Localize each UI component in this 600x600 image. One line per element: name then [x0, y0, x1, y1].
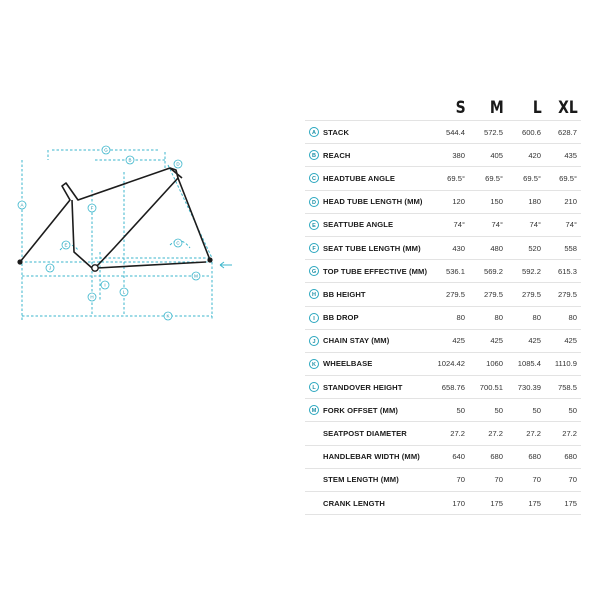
value-s: 380: [435, 144, 469, 167]
table-row: [305, 144, 581, 167]
table-row: [305, 190, 581, 213]
table-row: [305, 306, 581, 329]
table-row: [305, 167, 581, 190]
value-xl: 425: [545, 329, 581, 352]
value-m: 572.5: [469, 121, 507, 144]
badge-cell: [305, 492, 323, 515]
value-xl: 758.5: [545, 376, 581, 399]
value-s: 658.76: [435, 376, 469, 399]
measurement-label: STANDOVER HEIGHT: [323, 376, 435, 399]
table-row: [305, 260, 581, 283]
value-s: 640: [435, 445, 469, 468]
value-l: 680: [507, 445, 545, 468]
value-m: 480: [469, 236, 507, 259]
value-l: 80: [507, 306, 545, 329]
marker-k: [164, 312, 172, 320]
value-s: 279.5: [435, 283, 469, 306]
svg-text:M: M: [194, 273, 198, 279]
measurement-badge: C: [309, 173, 319, 183]
value-s: 425: [435, 329, 469, 352]
value-l: 279.5: [507, 283, 545, 306]
value-xl: 279.5: [545, 283, 581, 306]
value-xl: 50: [545, 399, 581, 422]
measurement-badge: E: [309, 220, 319, 230]
value-s: 1024.42: [435, 352, 469, 375]
marker-a: [18, 201, 26, 209]
measurement-label: WHEELBASE: [323, 352, 435, 375]
value-m: 80: [469, 306, 507, 329]
marker-h: [88, 293, 96, 301]
value-l: 180: [507, 190, 545, 213]
measurement-badge: G: [309, 266, 319, 276]
value-xl: 74°: [545, 213, 581, 236]
value-s: 27.2: [435, 422, 469, 445]
geometry-rows: [305, 121, 581, 515]
value-xl: 27.2: [545, 422, 581, 445]
value-m: 150: [469, 190, 507, 213]
value-s: 70: [435, 468, 469, 491]
badge-cell: [305, 236, 323, 259]
value-s: 170: [435, 492, 469, 515]
measurement-badge: I: [309, 313, 319, 323]
value-xl: 70: [545, 468, 581, 491]
marker-l: [120, 288, 128, 296]
value-m: 175: [469, 492, 507, 515]
table-row: [305, 236, 581, 259]
measurement-badge: L: [309, 382, 319, 392]
value-l: 1085.4: [507, 352, 545, 375]
badge-cell: [305, 167, 323, 190]
size-header-l: L: [532, 98, 542, 118]
badge-cell: [305, 329, 323, 352]
measurement-label: REACH: [323, 144, 435, 167]
svg-text:A: A: [20, 202, 24, 208]
svg-text:F: F: [90, 205, 94, 211]
value-m: 1060: [469, 352, 507, 375]
marker-d: [174, 160, 182, 168]
measurement-badge: M: [309, 405, 319, 415]
measurement-label: CHAIN STAY (MM): [323, 329, 435, 352]
measurement-label: STEM LENGTH (MM): [323, 468, 435, 491]
value-m: 70: [469, 468, 507, 491]
value-l: 592.2: [507, 260, 545, 283]
badge-cell: [305, 121, 323, 144]
value-m: 50: [469, 399, 507, 422]
badge-cell: [305, 445, 323, 468]
table-row: [305, 399, 581, 422]
svg-text:L: L: [122, 289, 126, 295]
value-m: 680: [469, 445, 507, 468]
badge-cell: [305, 306, 323, 329]
marker-b: [126, 156, 134, 164]
measurement-label: HEAD TUBE LENGTH (MM): [323, 190, 435, 213]
value-xl: 680: [545, 445, 581, 468]
measurement-badge: F: [309, 243, 319, 253]
table-row: [305, 422, 581, 445]
value-m: 69.5°: [469, 167, 507, 190]
value-s: 120: [435, 190, 469, 213]
marker-c: [174, 239, 182, 247]
measurement-label: FORK OFFSET (MM): [323, 399, 435, 422]
measurement-badge: A: [309, 127, 319, 137]
value-s: 80: [435, 306, 469, 329]
value-m: 425: [469, 329, 507, 352]
bottom-bracket: [92, 265, 98, 271]
badge-cell: [305, 399, 323, 422]
size-header-m: M: [489, 98, 504, 118]
frame-outline: [20, 168, 210, 268]
svg-text:D: D: [176, 161, 180, 167]
rear-axle: [17, 259, 22, 264]
svg-text:I: I: [104, 282, 106, 288]
value-l: 175: [507, 492, 545, 515]
measurement-label: SEAT TUBE LENGTH (MM): [323, 236, 435, 259]
table-row: [305, 352, 581, 375]
table-row: [305, 329, 581, 352]
value-l: 74°: [507, 213, 545, 236]
badge-cell: [305, 190, 323, 213]
table-row: [305, 492, 581, 515]
value-m: 569.2: [469, 260, 507, 283]
svg-text:G: G: [104, 147, 108, 153]
measurement-badge: H: [309, 289, 319, 299]
value-xl: 69.5°: [545, 167, 581, 190]
measurement-label: BB DROP: [323, 306, 435, 329]
size-header-row: [305, 88, 581, 121]
value-s: 69.5°: [435, 167, 469, 190]
value-m: 74°: [469, 213, 507, 236]
value-m: 405: [469, 144, 507, 167]
marker-m: [192, 272, 200, 280]
measurement-badge: B: [309, 150, 319, 160]
value-l: 425: [507, 329, 545, 352]
badge-cell: [305, 376, 323, 399]
value-l: 600.6: [507, 121, 545, 144]
table-row: [305, 121, 581, 144]
measurement-badge: D: [309, 197, 319, 207]
value-xl: 615.3: [545, 260, 581, 283]
value-xl: 210: [545, 190, 581, 213]
value-s: 536.1: [435, 260, 469, 283]
table-row: [305, 213, 581, 236]
value-m: 279.5: [469, 283, 507, 306]
table-row: [305, 283, 581, 306]
svg-text:B: B: [128, 157, 132, 163]
value-l: 520: [507, 236, 545, 259]
badge-cell: [305, 213, 323, 236]
value-l: 420: [507, 144, 545, 167]
measurement-label: TOP TUBE EFFECTIVE (MM): [323, 260, 435, 283]
value-xl: 435: [545, 144, 581, 167]
measurement-badge: J: [309, 336, 319, 346]
svg-text:E: E: [64, 242, 68, 248]
value-l: 27.2: [507, 422, 545, 445]
marker-f: [88, 204, 96, 212]
value-s: 544.4: [435, 121, 469, 144]
marker-j: [46, 264, 54, 272]
badge-cell: [305, 422, 323, 445]
svg-text:H: H: [90, 294, 94, 300]
table-row: [305, 445, 581, 468]
svg-text:C: C: [176, 240, 180, 246]
badge-cell: [305, 468, 323, 491]
badge-cell: [305, 283, 323, 306]
value-xl: 80: [545, 306, 581, 329]
measurement-label: HEADTUBE ANGLE: [323, 167, 435, 190]
measurement-label: HANDLEBAR WIDTH (MM): [323, 445, 435, 468]
value-xl: 175: [545, 492, 581, 515]
measurement-label: CRANK LENGTH: [323, 492, 435, 515]
value-s: 50: [435, 399, 469, 422]
value-s: 430: [435, 236, 469, 259]
front-axle: [207, 257, 212, 262]
value-m: 700.51: [469, 376, 507, 399]
svg-text:J: J: [48, 265, 52, 271]
marker-i: [101, 281, 109, 289]
badge-cell: [305, 144, 323, 167]
badge-cell: [305, 352, 323, 375]
measurement-label: SEATPOST DIAMETER: [323, 422, 435, 445]
svg-text:K: K: [166, 313, 170, 319]
geometry-table: [305, 88, 581, 515]
badge-cell: [305, 260, 323, 283]
table-row: [305, 468, 581, 491]
value-xl: 558: [545, 236, 581, 259]
value-l: 50: [507, 399, 545, 422]
size-header-xl: XL: [558, 98, 578, 118]
size-header-s: S: [455, 98, 466, 118]
value-l: 69.5°: [507, 167, 545, 190]
measurement-label: STACK: [323, 121, 435, 144]
value-m: 27.2: [469, 422, 507, 445]
table-row: [305, 376, 581, 399]
value-xl: 628.7: [545, 121, 581, 144]
value-xl: 1110.9: [545, 352, 581, 375]
marker-e: [62, 241, 70, 249]
value-s: 74°: [435, 213, 469, 236]
measurement-label: SEATTUBE ANGLE: [323, 213, 435, 236]
marker-g: [102, 146, 110, 154]
value-l: 70: [507, 468, 545, 491]
value-l: 730.39: [507, 376, 545, 399]
measurement-label: BB HEIGHT: [323, 283, 435, 306]
measurement-badge: K: [309, 359, 319, 369]
